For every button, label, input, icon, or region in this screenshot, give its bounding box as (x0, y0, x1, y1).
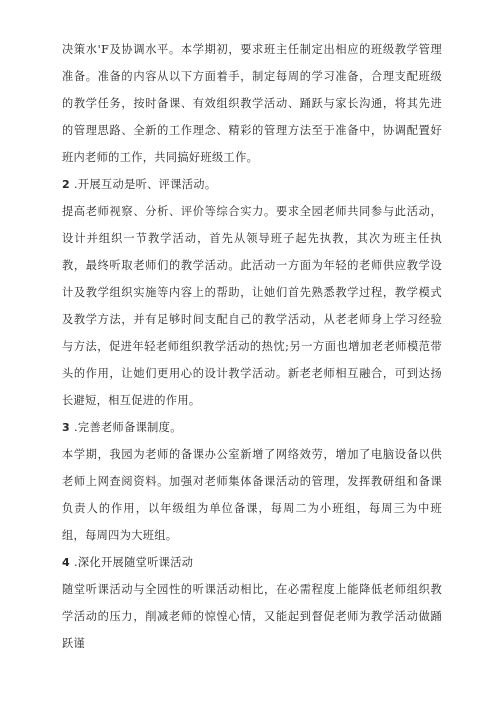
section-number: 4 (62, 556, 71, 569)
section-body: 提高老师视察、分析、评价等综合实力。要求全园老师共同参与此活动，设计并组织一节教学活动，首先从领导班子起先执教，其次为班主任执教，最终听取老师们的教学活动。此活动一方面为年轻的老师供应教学设计及教学组织实施等内容上的帮助，让她们首先熟悉教学过程，教学模式及教学方法，并有足够时间支配自己的教学活动，从老老师身上学习经验与方法，促进年轻老师组织教学活动的热忱;另一方面也增加老老师模范带头的作用，让她们更用心的设计教学活动。新老老师相互融合，可到达扬长避短，相互促进的作用。 (62, 205, 442, 407)
section-4 (62, 549, 442, 657)
intro-paragraph: 决策水'F及协调水平。本学期初，要求班主任制定出相应的班级教学管理准备。准备的内容从以下方面着手，制定每周的学习准备，合理支配班级的教学任务，按时备课、有效组织教学活动、踊跃与家长沟通，将其先进的管理思路、全新的工作理念、精彩的管理方法至于准备中，协调配置好班内老师的工作，共同搞好班级工作。 (62, 43, 442, 164)
section-heading (62, 549, 442, 576)
section-body: 随堂听课活动与全园性的听课活动相比，在必需程度上能降低老师组织教学活动的压力，削减老师的惊惶心情，又能起到督促老师为教学活动做踊跃谨 (62, 583, 442, 650)
section-number: 3 (62, 421, 71, 434)
document-body (62, 36, 442, 657)
section-2 (62, 171, 442, 414)
section-heading (62, 171, 442, 198)
section-title: .深化开展随堂听课活动 (74, 556, 194, 569)
section-title: .完善老师备课制度。 (74, 421, 182, 434)
section-title: .开展互动是听、评课活动。 (74, 178, 217, 191)
section-number: 2 (62, 178, 71, 191)
section-body: 本学期，我园为老师的备课办公室新增了网络效劳，增加了电脑设备以供老师上网查阅资料。加强对老师集体备课活动的管理，发挥教研组和备课负责人的作用，以年级组为单位备课，每周二为小班组，每周三为中班组，每周四为大班组。 (62, 448, 442, 542)
section-3 (62, 414, 442, 549)
section-heading (62, 414, 442, 441)
